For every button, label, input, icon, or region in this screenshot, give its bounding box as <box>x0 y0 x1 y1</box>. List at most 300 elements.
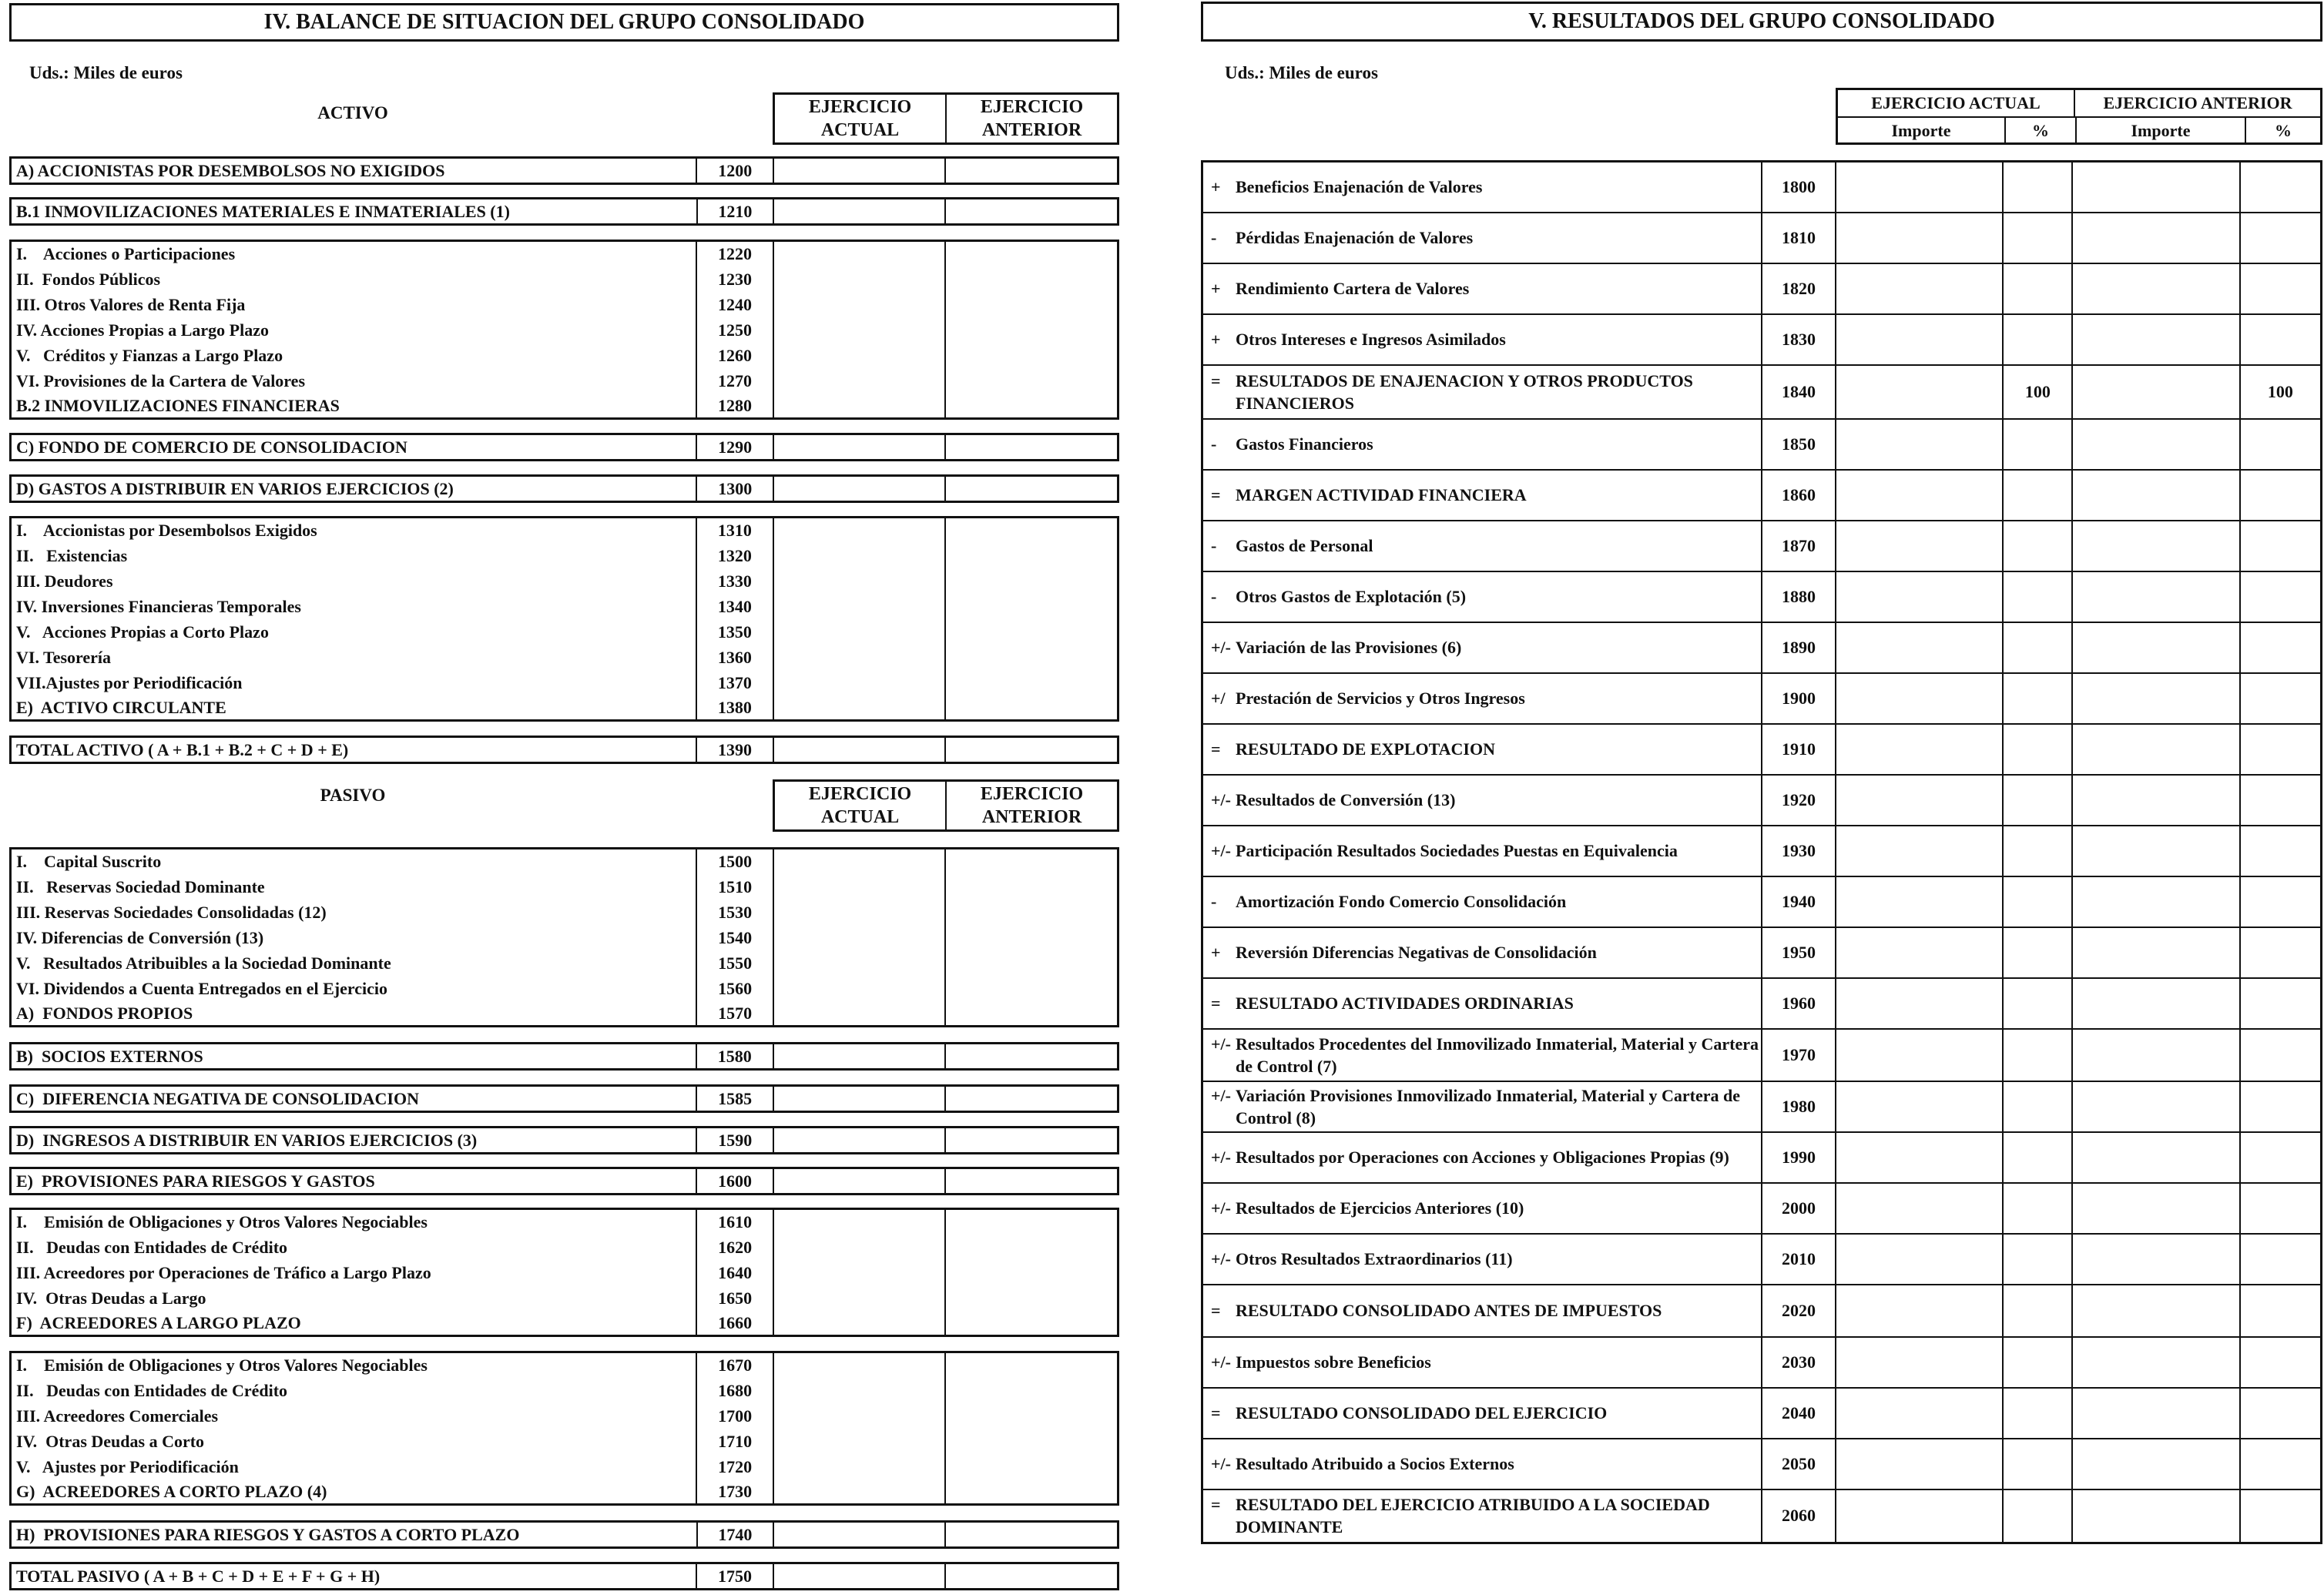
row-code: 1660 <box>696 1311 773 1336</box>
pct-actual[interactable] <box>2003 622 2072 673</box>
row-label <box>1202 521 1762 571</box>
importe-anterior[interactable] <box>2072 775 2239 826</box>
pct-anterior[interactable] <box>2240 263 2322 314</box>
pct-actual[interactable] <box>2003 213 2072 263</box>
pct-anterior[interactable]: 100 <box>2240 365 2322 419</box>
value-ejercicio-anterior[interactable] <box>945 1522 1118 1548</box>
sub-importe-anterior: Importe <box>2077 118 2246 144</box>
pct-anterior[interactable] <box>2240 724 2322 775</box>
importe-actual[interactable] <box>1836 365 2003 419</box>
balance-row <box>11 670 1118 695</box>
row-code: 1980 <box>1762 1081 1836 1132</box>
value-ejercicio-actual[interactable] <box>773 874 945 900</box>
importe-anterior[interactable] <box>2072 365 2239 419</box>
pct-actual[interactable] <box>2003 1234 2072 1285</box>
pct-anterior[interactable] <box>2240 1183 2322 1234</box>
pct-anterior[interactable] <box>2240 1337 2322 1388</box>
pct-actual[interactable] <box>2003 162 2072 213</box>
row-label: I. Emisión de Obligaciones y Otros Valores Negociables <box>11 1209 697 1235</box>
value-ejercicio-actual[interactable] <box>773 1522 945 1548</box>
row-label <box>1202 1439 1762 1489</box>
importe-anterior[interactable] <box>2072 724 2239 775</box>
importe-actual[interactable] <box>1836 213 2003 263</box>
balance-row <box>11 1429 1118 1454</box>
pct-anterior[interactable] <box>2240 978 2322 1029</box>
importe-actual[interactable] <box>1836 1183 2003 1234</box>
pct-anterior[interactable] <box>2240 162 2322 213</box>
value-ejercicio-actual[interactable] <box>773 1378 945 1403</box>
resultados-row <box>1202 162 2322 213</box>
pct-anterior[interactable] <box>2240 213 2322 263</box>
pct-actual[interactable] <box>2003 927 2072 978</box>
value-ejercicio-anterior[interactable] <box>945 241 1118 266</box>
importe-anterior[interactable] <box>2072 314 2239 365</box>
value-ejercicio-actual[interactable] <box>773 670 945 695</box>
value-ejercicio-anterior[interactable] <box>945 343 1118 368</box>
row-code: 1560 <box>696 976 773 1001</box>
row-sign: +/- <box>1211 1034 1231 1054</box>
pct-actual[interactable] <box>2003 263 2072 314</box>
row-label: IV. Acciones Propias a Largo Plazo <box>11 317 697 343</box>
importe-anterior[interactable] <box>2072 213 2239 263</box>
row-label <box>1202 673 1762 724</box>
row-label: III. Otros Valores de Renta Fija <box>11 292 697 317</box>
row-label-text: Rendimiento Cartera de Valores <box>1236 279 1470 298</box>
balance-row <box>11 1086 1118 1112</box>
importe-actual[interactable] <box>1836 571 2003 622</box>
pct-actual[interactable] <box>2003 1388 2072 1439</box>
value-ejercicio-actual[interactable] <box>773 292 945 317</box>
pct-actual[interactable] <box>2003 1029 2072 1081</box>
row-code: 1500 <box>696 849 773 874</box>
pct-anterior[interactable] <box>2240 826 2322 876</box>
pct-anterior[interactable] <box>2240 521 2322 571</box>
value-ejercicio-anterior[interactable] <box>945 158 1118 184</box>
importe-actual[interactable] <box>1836 1234 2003 1285</box>
value-ejercicio-anterior[interactable] <box>945 568 1118 594</box>
value-ejercicio-anterior[interactable] <box>945 199 1118 225</box>
pct-actual[interactable] <box>2003 673 2072 724</box>
pct-anterior[interactable] <box>2240 673 2322 724</box>
importe-actual[interactable] <box>1836 1489 2003 1543</box>
value-ejercicio-actual[interactable] <box>773 950 945 976</box>
row-label: V. Acciones Propias a Corto Plazo <box>11 619 697 645</box>
row-code: 1670 <box>696 1352 773 1378</box>
value-ejercicio-actual[interactable] <box>773 1086 945 1112</box>
col-ejercicio-anterior: EJERCICIO ANTERIOR <box>980 97 1084 140</box>
importe-anterior[interactable] <box>2072 673 2239 724</box>
importe-actual[interactable] <box>1836 724 2003 775</box>
balance-row <box>11 1352 1118 1378</box>
importe-anterior[interactable] <box>2072 1081 2239 1132</box>
row-label: D) GASTOS A DISTRIBUIR EN VARIOS EJERCICIOS (2) <box>11 476 697 502</box>
row-sign: +/- <box>1211 1085 1231 1105</box>
balance-row <box>11 241 1118 266</box>
importe-anterior[interactable] <box>2072 1439 2239 1489</box>
row-code: 1390 <box>696 737 773 763</box>
value-ejercicio-actual[interactable] <box>773 1429 945 1454</box>
pct-actual[interactable] <box>2003 419 2072 470</box>
value-ejercicio-actual[interactable] <box>773 645 945 670</box>
resultados-row <box>1202 470 2322 521</box>
balance-group <box>9 1351 1119 1506</box>
row-code: 1940 <box>1762 876 1836 927</box>
row-label-text: Otros Resultados Extraordinarios (11) <box>1236 1249 1513 1268</box>
importe-anterior[interactable] <box>2072 521 2239 571</box>
row-sign: = <box>1211 370 1221 390</box>
pct-anterior[interactable] <box>2240 927 2322 978</box>
importe-anterior[interactable] <box>2072 1029 2239 1081</box>
units-label-right: Uds.: Miles de euros <box>1225 63 1378 82</box>
importe-anterior[interactable] <box>2072 1132 2239 1183</box>
value-ejercicio-anterior[interactable] <box>945 900 1118 925</box>
activo-column-header <box>773 92 1119 145</box>
importe-actual[interactable] <box>1836 1081 2003 1132</box>
pct-anterior[interactable] <box>2240 470 2322 521</box>
pct-anterior[interactable] <box>2240 1132 2322 1183</box>
balance-row <box>11 619 1118 645</box>
value-ejercicio-anterior[interactable] <box>945 1479 1118 1505</box>
importe-actual[interactable] <box>1836 622 2003 673</box>
row-code: 1810 <box>1762 213 1836 263</box>
pct-anterior[interactable] <box>2240 419 2322 470</box>
row-label-text: RESULTADOS DE ENAJENACION Y OTROS PRODUCTOS FINANCIEROS <box>1236 370 1693 413</box>
balance-row <box>11 1403 1118 1429</box>
row-label <box>1202 978 1762 1029</box>
row-code: 1890 <box>1762 622 1836 673</box>
value-ejercicio-actual[interactable] <box>773 1128 945 1154</box>
importe-actual[interactable] <box>1836 470 2003 521</box>
row-sign: = <box>1211 1495 1221 1515</box>
importe-anterior[interactable] <box>2072 263 2239 314</box>
value-ejercicio-anterior[interactable] <box>945 292 1118 317</box>
importe-anterior[interactable] <box>2072 622 2239 673</box>
balance-row <box>11 950 1118 976</box>
pct-actual[interactable] <box>2003 521 2072 571</box>
pct-actual[interactable] <box>2003 314 2072 365</box>
value-ejercicio-actual[interactable] <box>773 568 945 594</box>
value-ejercicio-anterior[interactable] <box>945 645 1118 670</box>
importe-anterior[interactable] <box>2072 1183 2239 1234</box>
importe-actual[interactable] <box>1836 1439 2003 1489</box>
importe-actual[interactable] <box>1836 978 2003 1029</box>
row-label-text: Resultados de Ejercicios Anteriores (10) <box>1236 1198 1524 1218</box>
balance-group <box>9 1520 1119 1549</box>
importe-actual[interactable] <box>1836 876 2003 927</box>
pct-anterior[interactable] <box>2240 1489 2322 1543</box>
value-ejercicio-anterior[interactable] <box>945 1260 1118 1285</box>
row-code: 1310 <box>696 518 773 543</box>
value-ejercicio-anterior[interactable] <box>945 737 1118 763</box>
row-code: 1840 <box>1762 365 1836 419</box>
value-ejercicio-anterior[interactable] <box>945 394 1118 419</box>
row-label: II. Fondos Públicos <box>11 266 697 292</box>
value-ejercicio-actual[interactable] <box>773 976 945 1001</box>
value-ejercicio-actual[interactable] <box>773 1209 945 1235</box>
row-code: 1820 <box>1762 263 1836 314</box>
importe-anterior[interactable] <box>2072 1234 2239 1285</box>
balance-row <box>11 900 1118 925</box>
row-code: 1210 <box>697 199 774 225</box>
row-label <box>1202 162 1762 213</box>
value-ejercicio-actual[interactable] <box>773 1403 945 1429</box>
balance-group <box>9 1042 1119 1071</box>
value-ejercicio-actual[interactable] <box>773 900 945 925</box>
value-ejercicio-anterior[interactable] <box>945 976 1118 1001</box>
value-ejercicio-anterior[interactable] <box>945 1209 1118 1235</box>
balance-group <box>9 433 1119 461</box>
value-ejercicio-anterior[interactable] <box>945 1563 1118 1590</box>
importe-actual[interactable] <box>1836 927 2003 978</box>
row-sign: = <box>1211 1301 1221 1320</box>
row-label: IV. Diferencias de Conversión (13) <box>11 925 697 950</box>
value-ejercicio-actual[interactable] <box>773 394 945 419</box>
importe-actual[interactable] <box>1836 1337 2003 1388</box>
value-ejercicio-anterior[interactable] <box>945 695 1118 721</box>
importe-actual[interactable] <box>1836 1029 2003 1081</box>
row-label: II. Existencias <box>11 543 697 568</box>
row-label: II. Deudas con Entidades de Crédito <box>11 1235 697 1260</box>
balance-group <box>9 1084 1119 1113</box>
value-ejercicio-actual[interactable] <box>773 158 945 184</box>
row-label-text: Otros Intereses e Ingresos Asimilados <box>1236 330 1506 349</box>
value-ejercicio-anterior[interactable] <box>945 1086 1118 1112</box>
value-ejercicio-actual[interactable] <box>773 1563 945 1590</box>
importe-anterior[interactable] <box>2072 1489 2239 1543</box>
row-sign: - <box>1211 434 1217 454</box>
value-ejercicio-actual[interactable] <box>773 518 945 543</box>
value-ejercicio-anterior[interactable] <box>945 1311 1118 1336</box>
row-code: 1340 <box>696 594 773 619</box>
balance-group <box>9 197 1119 226</box>
value-ejercicio-actual[interactable] <box>773 695 945 721</box>
pct-anterior[interactable] <box>2240 775 2322 826</box>
row-label: B.2 INMOVILIZACIONES FINANCIERAS <box>11 394 697 419</box>
importe-anterior[interactable] <box>2072 876 2239 927</box>
row-code: 1800 <box>1762 162 1836 213</box>
value-ejercicio-actual[interactable] <box>773 1168 945 1195</box>
value-ejercicio-anterior[interactable] <box>945 434 1118 461</box>
value-ejercicio-anterior[interactable] <box>945 594 1118 619</box>
balance-row <box>11 266 1118 292</box>
value-ejercicio-anterior[interactable] <box>945 619 1118 645</box>
row-sign: + <box>1211 279 1221 298</box>
pct-actual[interactable] <box>2003 978 2072 1029</box>
importe-anterior[interactable] <box>2072 470 2239 521</box>
value-ejercicio-anterior[interactable] <box>945 317 1118 343</box>
pct-actual[interactable] <box>2003 1489 2072 1543</box>
row-code: 1530 <box>696 900 773 925</box>
value-ejercicio-actual[interactable] <box>773 925 945 950</box>
value-ejercicio-anterior[interactable] <box>945 1128 1118 1154</box>
importe-actual[interactable] <box>1836 521 2003 571</box>
pct-actual[interactable] <box>2003 1439 2072 1489</box>
row-sign: +/- <box>1211 1148 1231 1167</box>
resultados-row <box>1202 1234 2322 1285</box>
importe-actual[interactable] <box>1836 1285 2003 1337</box>
value-ejercicio-actual[interactable] <box>773 1479 945 1505</box>
value-ejercicio-actual[interactable] <box>773 368 945 394</box>
importe-actual[interactable] <box>1836 826 2003 876</box>
importe-actual[interactable] <box>1836 775 2003 826</box>
value-ejercicio-actual[interactable] <box>773 1311 945 1336</box>
row-label-text: Resultados de Conversión (13) <box>1236 790 1456 809</box>
value-ejercicio-anterior[interactable] <box>945 1044 1118 1070</box>
value-ejercicio-anterior[interactable] <box>945 1285 1118 1311</box>
pct-actual[interactable] <box>2003 826 2072 876</box>
row-label: TOTAL ACTIVO ( A + B.1 + B.2 + C + D + E) <box>11 737 697 763</box>
importe-actual[interactable] <box>1836 419 2003 470</box>
pct-anterior[interactable] <box>2240 1234 2322 1285</box>
importe-anterior[interactable] <box>2072 571 2239 622</box>
value-ejercicio-actual[interactable] <box>773 434 945 461</box>
value-ejercicio-actual[interactable] <box>773 1235 945 1260</box>
importe-anterior[interactable] <box>2072 927 2239 978</box>
pct-anterior[interactable] <box>2240 1081 2322 1132</box>
value-ejercicio-anterior[interactable] <box>945 1001 1118 1027</box>
balance-row <box>11 594 1118 619</box>
row-label-text: Gastos de Personal <box>1236 536 1373 555</box>
row-label: IV. Otras Deudas a Largo <box>11 1285 697 1311</box>
value-ejercicio-anterior[interactable] <box>945 874 1118 900</box>
value-ejercicio-anterior[interactable] <box>945 266 1118 292</box>
row-label <box>1202 365 1762 419</box>
row-label <box>1202 213 1762 263</box>
col-ejercicio-actual: EJERCICIO ACTUAL <box>775 95 947 142</box>
value-ejercicio-actual[interactable] <box>773 543 945 568</box>
value-ejercicio-anterior[interactable] <box>945 1429 1118 1454</box>
balance-row <box>11 199 1118 225</box>
value-ejercicio-anterior[interactable] <box>945 1403 1118 1429</box>
pct-anterior[interactable] <box>2240 1285 2322 1337</box>
value-ejercicio-actual[interactable] <box>773 199 945 225</box>
importe-anterior[interactable] <box>2072 826 2239 876</box>
value-ejercicio-anterior[interactable] <box>945 925 1118 950</box>
row-sign: - <box>1211 892 1217 911</box>
value-ejercicio-actual[interactable] <box>773 1044 945 1070</box>
resultados-row <box>1202 1029 2322 1081</box>
sub-pct-actual: % <box>2006 118 2077 144</box>
value-ejercicio-anterior[interactable] <box>945 1454 1118 1479</box>
value-ejercicio-actual[interactable] <box>773 1454 945 1479</box>
pct-actual[interactable] <box>2003 1183 2072 1234</box>
pct-actual[interactable] <box>2003 876 2072 927</box>
sub-pct-anterior: % <box>2275 121 2292 140</box>
balance-row <box>11 1563 1118 1590</box>
row-label: A) ACCIONISTAS POR DESEMBOLSOS NO EXIGIDOS <box>11 158 697 184</box>
importe-anterior[interactable] <box>2072 1285 2239 1337</box>
pct-actual[interactable]: 100 <box>2003 365 2072 419</box>
value-ejercicio-anterior[interactable] <box>945 1378 1118 1403</box>
balance-row <box>11 317 1118 343</box>
balance-row <box>11 368 1118 394</box>
pct-anterior[interactable] <box>2240 1029 2322 1081</box>
pct-anterior[interactable] <box>2240 571 2322 622</box>
value-ejercicio-actual[interactable] <box>773 241 945 266</box>
pct-actual[interactable] <box>2003 1132 2072 1183</box>
balance-row <box>11 476 1118 502</box>
pct-anterior[interactable] <box>2240 876 2322 927</box>
row-code: 1700 <box>696 1403 773 1429</box>
row-sign: +/- <box>1211 1352 1231 1372</box>
row-sign: +/- <box>1211 1198 1231 1218</box>
pct-anterior[interactable] <box>2240 1388 2322 1439</box>
value-ejercicio-actual[interactable] <box>773 1352 945 1378</box>
value-ejercicio-actual[interactable] <box>773 476 945 502</box>
importe-actual[interactable] <box>1836 673 2003 724</box>
value-ejercicio-actual[interactable] <box>773 594 945 619</box>
pct-actual[interactable] <box>2003 724 2072 775</box>
importe-anterior[interactable] <box>2072 162 2239 213</box>
value-ejercicio-actual[interactable] <box>773 1285 945 1311</box>
col-ejercicio-actual: EJERCICIO ACTUAL <box>775 782 947 829</box>
row-label: D) INGRESOS A DISTRIBUIR EN VARIOS EJERCICIOS (3) <box>11 1128 697 1154</box>
value-ejercicio-anterior[interactable] <box>945 476 1118 502</box>
importe-anterior[interactable] <box>2072 419 2239 470</box>
importe-actual[interactable] <box>1836 1388 2003 1439</box>
resultados-row <box>1202 1285 2322 1337</box>
importe-actual[interactable] <box>1836 162 2003 213</box>
value-ejercicio-anterior[interactable] <box>945 368 1118 394</box>
importe-anterior[interactable] <box>2072 1388 2239 1439</box>
value-ejercicio-anterior[interactable] <box>945 1235 1118 1260</box>
value-ejercicio-actual[interactable] <box>773 266 945 292</box>
value-ejercicio-anterior[interactable] <box>945 950 1118 976</box>
pct-anterior[interactable] <box>2240 1439 2322 1489</box>
resultados-row <box>1202 1132 2322 1183</box>
pct-actual[interactable] <box>2003 470 2072 521</box>
value-ejercicio-actual[interactable] <box>773 317 945 343</box>
pct-actual[interactable] <box>2003 775 2072 826</box>
importe-actual[interactable] <box>1836 1132 2003 1183</box>
row-code: 2000 <box>1762 1183 1836 1234</box>
value-ejercicio-anterior[interactable] <box>945 1352 1118 1378</box>
row-label <box>1202 1081 1762 1132</box>
row-label <box>1202 314 1762 365</box>
row-label-text: Beneficios Enajenación de Valores <box>1236 177 1483 197</box>
value-ejercicio-actual[interactable] <box>773 343 945 368</box>
value-ejercicio-actual[interactable] <box>773 1001 945 1027</box>
row-label <box>1202 1388 1762 1439</box>
value-ejercicio-actual[interactable] <box>773 619 945 645</box>
row-label: I. Acciones o Participaciones <box>11 241 697 266</box>
pct-anterior[interactable] <box>2240 622 2322 673</box>
importe-actual[interactable] <box>1836 263 2003 314</box>
units-label-left: Uds.: Miles de euros <box>29 63 183 82</box>
pct-actual[interactable] <box>2003 1337 2072 1388</box>
value-ejercicio-actual[interactable] <box>773 849 945 874</box>
importe-actual[interactable] <box>1836 314 2003 365</box>
value-ejercicio-anterior[interactable] <box>945 670 1118 695</box>
value-ejercicio-actual[interactable] <box>773 1260 945 1285</box>
resultados-row <box>1202 927 2322 978</box>
row-code: 1320 <box>696 543 773 568</box>
pct-actual[interactable] <box>2003 1081 2072 1132</box>
value-ejercicio-anterior[interactable] <box>945 543 1118 568</box>
row-label: H) PROVISIONES PARA RIESGOS Y GASTOS A CORTO PLAZO <box>11 1522 697 1548</box>
importe-anterior[interactable] <box>2072 978 2239 1029</box>
row-code: 1240 <box>696 292 773 317</box>
pct-actual[interactable] <box>2003 571 2072 622</box>
value-ejercicio-anterior[interactable] <box>945 518 1118 543</box>
balance-row <box>11 874 1118 900</box>
importe-anterior[interactable] <box>2072 1337 2239 1388</box>
pct-anterior[interactable] <box>2240 314 2322 365</box>
pct-actual[interactable] <box>2003 1285 2072 1337</box>
value-ejercicio-anterior[interactable] <box>945 1168 1118 1195</box>
value-ejercicio-anterior[interactable] <box>945 849 1118 874</box>
value-ejercicio-actual[interactable] <box>773 737 945 763</box>
